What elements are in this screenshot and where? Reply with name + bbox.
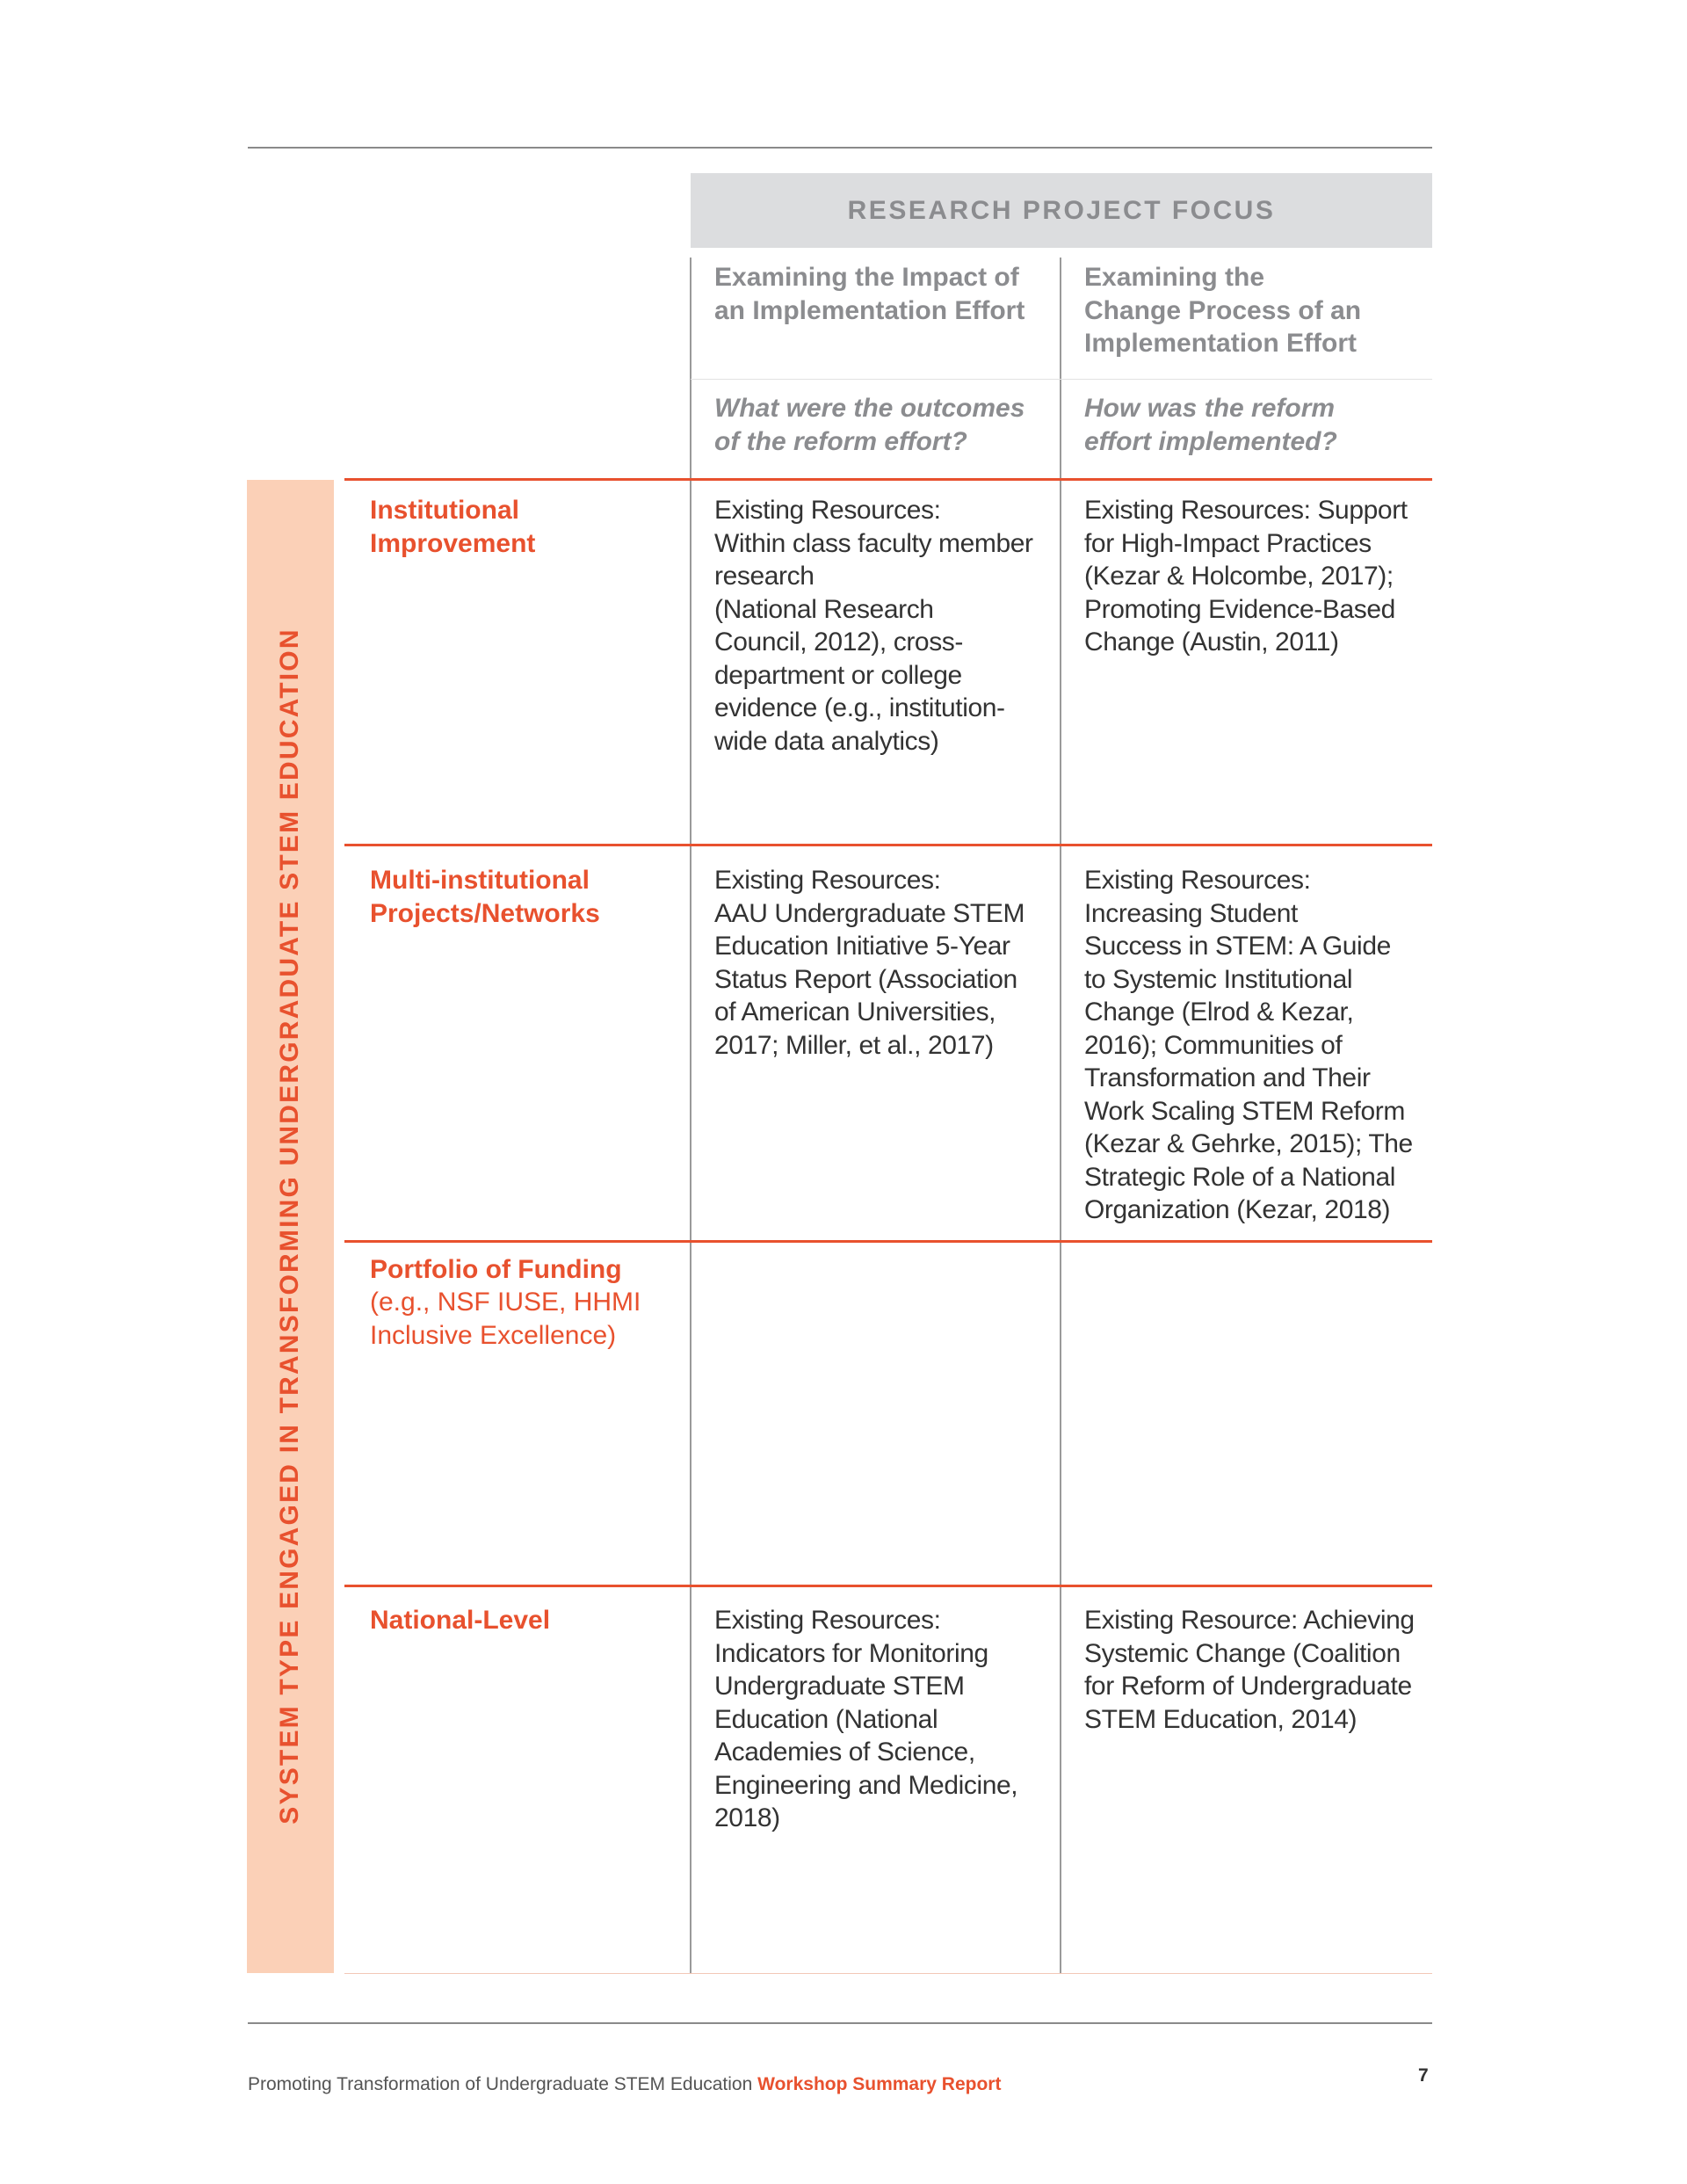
cell-institutional-process: Existing Resources: Support for High-Impact Practices (Kezar & Holcombe, 2017); Promoting Evidence-Based Change (Austin, 2011) [1084,496,1408,657]
row-label-multi-institutional: Multi-institutional Projects/Networks [370,866,600,928]
bottom-rule [248,2022,1432,2024]
cell-national-impact: Existing Resources: Indicators for Monitoring Undergraduate STEM Education (National Academies of Science, Engineering and Medicine, 2018) [714,1606,1018,1832]
column-question-impact: What were the outcomes of the reform effort? [714,394,1025,456]
row-separator-2 [344,844,1432,846]
column-question-process: How was the reform effort implemented? [1084,394,1337,456]
footer [248,2074,1001,2095]
column-divider-left [690,258,691,1973]
system-type-label: SYSTEM TYPE ENGAGED IN TRANSFORMING UNDERGRADUATE STEM EDUCATION [275,628,304,1825]
page-number: 7 [1418,2065,1429,2086]
heading-separator [691,379,1432,380]
cell-multi-institutional-impact: Existing Resources: AAU Undergraduate STEM Education Initiative 5-Year Status Report (Association of American Universities, 2017; Miller, et al., 2017) [714,866,1025,1060]
research-focus-title: RESEARCH PROJECT FOCUS [847,195,1276,225]
research-focus-header [691,173,1432,248]
row-label-institutional: Institutional Improvement [370,496,536,558]
footer-accent: Workshop Summary Report [757,2074,1002,2094]
column-heading-impact: Examining the Impact of an Implementation Effort [714,263,1025,325]
row-label-national: National-Level [370,1606,551,1635]
row-separator-1 [344,478,1432,481]
row-separator-4 [344,1585,1432,1587]
cell-institutional-impact: Existing Resources: Within class faculty member research (National Research Council, 2012), cross- department or college evidence (e.g., institution- wide data analytics) [714,496,1033,756]
table-bottom-line [344,1973,1432,1974]
row-sublabel-portfolio: (e.g., NSF IUSE, HHMI Inclusive Excellence) [370,1288,641,1350]
column-heading-process: Examining the Change Process of an Implementation Effort [1084,263,1362,358]
cell-national-process: Existing Resource: Achieving Systemic Change (Coalition for Reform of Undergraduate STEM Education, 2014) [1084,1606,1415,1734]
footer-title: Promoting Transformation of Undergraduate STEM Education [248,2074,753,2094]
row-label-portfolio: Portfolio of Funding [370,1255,622,1284]
top-rule [248,147,1432,149]
cell-multi-institutional-process: Existing Resources: Increasing Student Success in STEM: A Guide to Systemic Institutional Change (Elrod & Kezar, 2016); Communities of Transformation and Their Work Scaling STEM Reform (Kezar & Gehrke, 2015); The Strategic Role of a National Organization (Kezar, 2018) [1084,866,1413,1224]
row-separator-3 [344,1240,1432,1243]
